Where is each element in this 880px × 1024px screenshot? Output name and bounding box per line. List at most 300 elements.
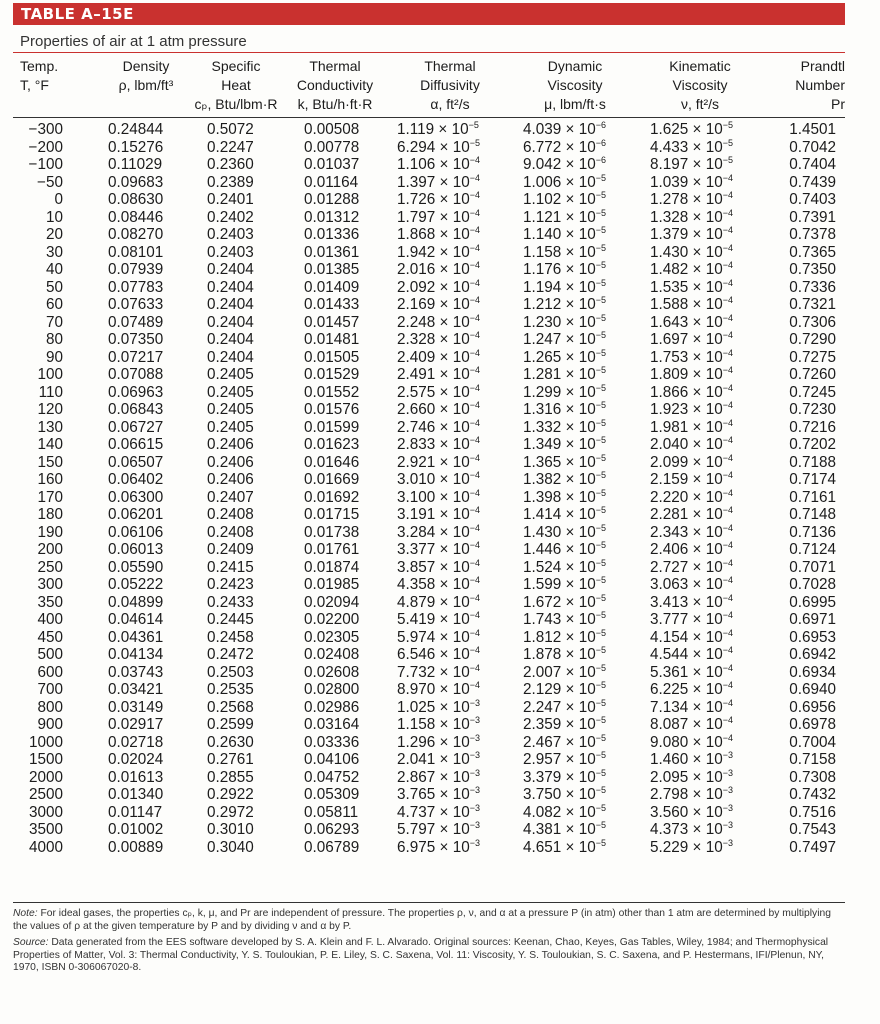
dynamic-viscosity-cell: $2.007 \times 10^{-5}$	[523, 662, 606, 681]
header-specific-heat: Specific Heat cₚ, Btu/lbm·R	[194, 58, 278, 112]
specific-heat-cell: 0.2404	[207, 261, 254, 278]
note-label: Note:	[13, 908, 38, 919]
dynamic-viscosity-cell: $4.082 \times 10^{-5}$	[523, 802, 606, 821]
prandtl-cell: 0.7404	[789, 156, 836, 173]
prandtl-cell: 0.7516	[789, 803, 836, 821]
dynamic-viscosity-cell: $1.878 \times 10^{-5}$	[523, 645, 606, 663]
column-kinematic-viscosity	[650, 121, 733, 856]
kinematic-viscosity-cell: $3.413 \times 10^{-4}$	[650, 592, 733, 611]
prandtl-cell: 0.7161	[789, 488, 836, 506]
conductivity-cell: 0.01409	[304, 278, 360, 296]
diffusivity-cell: $1.726 \times 10^{-4}$	[397, 190, 480, 208]
specific-heat-cell: 0.2761	[207, 751, 254, 768]
dynamic-viscosity-cell: $2.467 \times 10^{-5}$	[523, 732, 606, 751]
diffusivity-cell: $3.857 \times 10^{-4}$	[397, 557, 480, 576]
prandtl-cell: 0.6942	[789, 646, 836, 663]
conductivity-cell: 0.02800	[304, 681, 360, 698]
dynamic-viscosity-cell: $1.332 \times 10^{-5}$	[523, 417, 606, 436]
specific-heat-cell: 0.2403	[207, 243, 254, 261]
specific-heat-cell: 0.2599	[207, 716, 254, 733]
conductivity-cell: 0.03336	[304, 733, 360, 751]
specific-heat-cell: 0.2360	[207, 156, 254, 173]
prandtl-cell: 0.7202	[789, 436, 836, 453]
temp-cell: 250	[37, 558, 63, 576]
diffusivity-cell: $5.974 \times 10^{-4}$	[397, 627, 480, 646]
prandtl-cell: 0.7543	[789, 821, 836, 838]
density-cell: 0.03421	[108, 681, 164, 698]
header-density: Density ρ, lbm/ft³	[118, 58, 174, 93]
prandtl-cell: 0.7071	[789, 558, 836, 576]
specific-heat-cell: 0.3010	[207, 821, 254, 838]
diffusivity-cell: $1.942 \times 10^{-4}$	[397, 242, 480, 261]
prandtl-cell: 0.7391	[789, 208, 836, 226]
note-paragraph	[13, 908, 845, 933]
kinematic-viscosity-cell: $1.697 \times 10^{-4}$	[650, 330, 733, 348]
dynamic-viscosity-cell: $6.772 \times 10^{-6}$	[523, 137, 606, 156]
temp-cell: 50	[45, 278, 63, 296]
temp-cell: 1500	[28, 751, 63, 768]
diffusivity-cell: $5.797 \times 10^{-3}$	[397, 820, 480, 838]
column-prandtl	[770, 121, 836, 856]
specific-heat-cell: 0.2406	[207, 436, 254, 453]
dynamic-viscosity-cell: $1.743 \times 10^{-5}$	[523, 610, 606, 628]
temp-cell: 2500	[28, 786, 63, 803]
temp-cell: 80	[45, 331, 63, 348]
density-cell: 0.01340	[108, 786, 164, 803]
prandtl-cell: 0.7306	[789, 313, 836, 331]
dynamic-viscosity-cell: $1.121 \times 10^{-5}$	[523, 207, 606, 226]
conductivity-cell: 0.01874	[304, 558, 360, 576]
density-cell: 0.03743	[108, 663, 164, 681]
conductivity-cell: 0.06293	[304, 821, 360, 838]
density-cell: 0.07489	[108, 313, 164, 331]
dynamic-viscosity-cell: $4.039 \times 10^{-6}$	[523, 120, 606, 138]
specific-heat-cell: 0.2403	[207, 226, 254, 243]
temp-cell: 0	[54, 191, 63, 208]
kinematic-viscosity-cell: $2.798 \times 10^{-3}$	[650, 785, 733, 803]
conductivity-cell: 0.02094	[304, 593, 360, 611]
specific-heat-cell: 0.2405	[207, 383, 254, 401]
prandtl-cell: 0.6978	[789, 716, 836, 733]
column-thermal-diffusivity	[397, 121, 480, 856]
diffusivity-cell: $1.025 \times 10^{-3}$	[397, 697, 480, 716]
density-cell: 0.04134	[108, 646, 164, 663]
kinematic-viscosity-cell: $8.087 \times 10^{-4}$	[650, 715, 733, 733]
dynamic-viscosity-cell: $1.006 \times 10^{-5}$	[523, 172, 606, 191]
density-cell: 0.06843	[108, 401, 164, 418]
dynamic-viscosity-cell: $1.382 \times 10^{-5}$	[523, 470, 606, 488]
conductivity-cell: 0.01361	[304, 243, 360, 261]
specific-heat-cell: 0.2404	[207, 278, 254, 296]
kinematic-viscosity-cell: $3.560 \times 10^{-3}$	[650, 802, 733, 821]
density-cell: 0.06727	[108, 418, 164, 436]
specific-heat-cell: 0.2402	[207, 208, 254, 226]
diffusivity-cell: $3.284 \times 10^{-4}$	[397, 522, 480, 541]
prandtl-cell: 0.7275	[789, 348, 836, 366]
diffusivity-cell: $2.746 \times 10^{-4}$	[397, 417, 480, 436]
density-cell: 0.09683	[108, 173, 164, 191]
prandtl-cell: 0.7136	[789, 523, 836, 541]
prandtl-cell: 0.7365	[789, 243, 836, 261]
temp-cell: 3000	[28, 803, 63, 821]
density-cell: 0.06201	[108, 506, 164, 523]
kinematic-viscosity-cell: $1.588 \times 10^{-4}$	[650, 295, 733, 313]
diffusivity-cell: $1.397 \times 10^{-4}$	[397, 172, 480, 191]
density-cell: 0.02024	[108, 751, 164, 768]
source-paragraph	[13, 937, 845, 975]
temp-cell: 190	[37, 523, 63, 541]
density-cell: 0.01613	[108, 768, 164, 786]
specific-heat-cell: 0.2404	[207, 296, 254, 313]
temp-cell: 300	[37, 576, 63, 593]
conductivity-cell: 0.02408	[304, 646, 360, 663]
diffusivity-cell: $3.191 \times 10^{-4}$	[397, 505, 480, 523]
prandtl-cell: 0.6953	[789, 628, 836, 646]
kinematic-viscosity-cell: $1.379 \times 10^{-4}$	[650, 225, 733, 243]
diffusivity-cell: $6.294 \times 10^{-5}$	[397, 137, 480, 156]
diffusivity-cell: $6.546 \times 10^{-4}$	[397, 645, 480, 663]
temp-cell: 350	[37, 593, 63, 611]
dynamic-viscosity-cell: $1.398 \times 10^{-5}$	[523, 487, 606, 506]
diffusivity-cell: $2.491 \times 10^{-4}$	[397, 365, 480, 383]
conductivity-cell: 0.01715	[304, 506, 360, 523]
column-temperature	[13, 121, 63, 856]
temp-cell: 3500	[28, 821, 63, 838]
prandtl-cell: 0.7124	[789, 541, 836, 558]
prandtl-cell: 0.7336	[789, 278, 836, 296]
temp-cell: 70	[45, 313, 63, 331]
column-density	[108, 121, 163, 856]
kinematic-viscosity-cell: $2.159 \times 10^{-4}$	[650, 470, 733, 488]
prandtl-cell: 0.6971	[789, 611, 836, 628]
density-cell: 0.07783	[108, 278, 164, 296]
prandtl-cell: 0.7230	[789, 401, 836, 418]
kinematic-viscosity-cell: $1.482 \times 10^{-4}$	[650, 260, 733, 278]
table-title: TABLE A–15E	[21, 5, 134, 23]
kinematic-viscosity-cell: $7.134 \times 10^{-4}$	[650, 697, 733, 716]
temp-cell: 400	[37, 611, 63, 628]
prandtl-cell: 0.7378	[789, 226, 836, 243]
density-cell: 0.05222	[108, 576, 164, 593]
kinematic-viscosity-cell: $3.063 \times 10^{-4}$	[650, 575, 733, 593]
dynamic-viscosity-cell: $1.281 \times 10^{-5}$	[523, 365, 606, 383]
density-cell: 0.07217	[108, 348, 164, 366]
specific-heat-cell: 0.2406	[207, 471, 254, 488]
diffusivity-cell: $5.419 \times 10^{-4}$	[397, 610, 480, 628]
prandtl-cell: 0.6940	[789, 681, 836, 698]
table-title-bar	[13, 3, 845, 25]
kinematic-viscosity-cell: $2.095 \times 10^{-3}$	[650, 767, 733, 786]
header-temp: Temp. T, °F	[20, 58, 59, 93]
density-cell: 0.07350	[108, 331, 164, 348]
temp-cell: −200	[28, 138, 63, 156]
temp-cell: 60	[45, 296, 63, 313]
conductivity-cell: 0.01385	[304, 261, 360, 278]
diffusivity-cell: $6.975 \times 10^{-3}$	[397, 837, 480, 856]
temp-cell: 700	[37, 681, 63, 698]
prandtl-cell: 0.6956	[789, 698, 836, 716]
temp-cell: 30	[45, 243, 63, 261]
kinematic-viscosity-cell: $4.544 \times 10^{-4}$	[650, 645, 733, 663]
density-cell: 0.00889	[108, 838, 164, 856]
conductivity-cell: 0.01738	[304, 523, 360, 541]
conductivity-cell: 0.01288	[304, 191, 360, 208]
specific-heat-cell: 0.2408	[207, 523, 254, 541]
header-dynamic-viscosity: Dynamic Viscosity μ, lbm/ft·s	[544, 58, 606, 112]
dynamic-viscosity-cell: $1.812 \times 10^{-5}$	[523, 627, 606, 646]
dynamic-viscosity-cell: $1.414 \times 10^{-5}$	[523, 505, 606, 523]
specific-heat-cell: 0.2433	[207, 593, 254, 611]
dynamic-viscosity-cell: $1.672 \times 10^{-5}$	[523, 592, 606, 611]
conductivity-cell: 0.01037	[304, 156, 360, 173]
density-cell: 0.24844	[108, 121, 164, 138]
diffusivity-cell: $2.092 \times 10^{-4}$	[397, 277, 480, 296]
conductivity-cell: 0.01481	[304, 331, 360, 348]
specific-heat-cell: 0.2404	[207, 331, 254, 348]
diffusivity-cell: $1.119 \times 10^{-5}$	[397, 120, 479, 138]
kinematic-viscosity-cell: $1.535 \times 10^{-4}$	[650, 277, 733, 296]
kinematic-viscosity-cell: $4.373 \times 10^{-3}$	[650, 820, 733, 838]
kinematic-viscosity-cell: $1.866 \times 10^{-4}$	[650, 382, 733, 401]
dynamic-viscosity-cell: $3.750 \times 10^{-5}$	[523, 785, 606, 803]
specific-heat-cell: 0.2405	[207, 366, 254, 383]
density-cell: 0.08630	[108, 191, 164, 208]
conductivity-cell: 0.02608	[304, 663, 360, 681]
conductivity-cell: 0.01336	[304, 226, 360, 243]
specific-heat-cell: 0.2405	[207, 418, 254, 436]
dynamic-viscosity-cell: $4.651 \times 10^{-5}$	[523, 837, 606, 856]
dynamic-viscosity-cell: $1.102 \times 10^{-5}$	[523, 190, 606, 208]
subtitle-divider	[13, 52, 845, 53]
kinematic-viscosity-cell: $1.278 \times 10^{-4}$	[650, 190, 733, 208]
density-cell: 0.15276	[108, 138, 164, 156]
specific-heat-cell: 0.2404	[207, 348, 254, 366]
conductivity-cell: 0.01623	[304, 436, 360, 453]
temp-cell: 160	[37, 471, 63, 488]
temp-cell: −300	[28, 121, 63, 138]
conductivity-cell: 0.01669	[304, 471, 360, 488]
density-cell: 0.04899	[108, 593, 164, 611]
dynamic-viscosity-cell: $1.158 \times 10^{-5}$	[523, 242, 606, 261]
temp-cell: 200	[37, 541, 63, 558]
dynamic-viscosity-cell: $2.359 \times 10^{-5}$	[523, 715, 606, 733]
conductivity-cell: 0.05811	[304, 803, 359, 821]
specific-heat-cell: 0.2401	[207, 191, 254, 208]
temp-cell: 2000	[28, 768, 63, 786]
diffusivity-cell: $2.409 \times 10^{-4}$	[397, 347, 480, 366]
specific-heat-cell: 0.2922	[207, 786, 254, 803]
header-kinematic-viscosity: Kinematic Viscosity ν, ft²/s	[669, 58, 731, 112]
conductivity-cell: 0.01599	[304, 418, 360, 436]
diffusivity-cell: $1.797 \times 10^{-4}$	[397, 207, 480, 226]
density-cell: 0.06615	[108, 436, 164, 453]
conductivity-cell: 0.01433	[304, 296, 360, 313]
prandtl-cell: 0.6934	[789, 663, 836, 681]
diffusivity-cell: $2.867 \times 10^{-3}$	[397, 767, 480, 786]
density-cell: 0.05590	[108, 558, 164, 576]
diffusivity-cell: $2.041 \times 10^{-3}$	[397, 750, 480, 768]
conductivity-cell: 0.05309	[304, 786, 360, 803]
conductivity-cell: 0.01761	[304, 541, 360, 558]
prandtl-cell: 0.7432	[789, 786, 836, 803]
table-notes	[13, 908, 845, 979]
prandtl-cell: 0.7439	[789, 173, 836, 191]
density-cell: 0.07633	[108, 296, 164, 313]
prandtl-cell: 0.7028	[789, 576, 836, 593]
specific-heat-cell: 0.2568	[207, 698, 254, 716]
prandtl-cell: 0.7148	[789, 506, 836, 523]
density-cell: 0.06300	[108, 488, 164, 506]
kinematic-viscosity-cell: $1.809 \times 10^{-4}$	[650, 365, 733, 383]
column-dynamic-viscosity	[523, 121, 606, 856]
temp-cell: 10	[45, 208, 63, 226]
specific-heat-cell: 0.2472	[207, 646, 254, 663]
diffusivity-cell: $7.732 \times 10^{-4}$	[397, 662, 480, 681]
kinematic-viscosity-cell: $5.229 \times 10^{-3}$	[650, 837, 733, 856]
diffusivity-cell: $3.010 \times 10^{-4}$	[397, 470, 480, 488]
temp-cell: 900	[37, 716, 63, 733]
prandtl-cell: 0.6995	[789, 593, 836, 611]
specific-heat-cell: 0.2535	[207, 681, 254, 698]
conductivity-cell: 0.01552	[304, 383, 360, 401]
specific-heat-cell: 0.2408	[207, 506, 254, 523]
diffusivity-cell: $1.106 \times 10^{-4}$	[397, 155, 480, 173]
dynamic-viscosity-cell: $1.265 \times 10^{-5}$	[523, 347, 606, 366]
dynamic-viscosity-cell: $2.247 \times 10^{-5}$	[523, 697, 606, 716]
conductivity-cell: 0.02986	[304, 698, 360, 716]
conductivity-cell: 0.01164	[304, 173, 359, 191]
diffusivity-cell: $1.868 \times 10^{-4}$	[397, 225, 480, 243]
density-cell: 0.04614	[108, 611, 164, 628]
conductivity-cell: 0.02305	[304, 628, 360, 646]
prandtl-cell: 0.7308	[789, 768, 836, 786]
diffusivity-cell: $2.575 \times 10^{-4}$	[397, 382, 480, 401]
conductivity-cell: 0.04752	[304, 768, 360, 786]
prandtl-cell: 0.7403	[789, 191, 836, 208]
dynamic-viscosity-cell: $1.524 \times 10^{-5}$	[523, 557, 606, 576]
source-text: Data generated from the EES software developed by S. A. Klein and F. L. Alvarado. Original sources: Keenan, Chao, Keyes, Gas Tables, Wiley, 1984; and Thermophysical Properties of Matter, Vol. 3: Thermal Conductivity, Y. S. Touloukian, P. E. Liley, S. C. Saxena, Vol. 11: Viscosity, Y. S. Touloukian, S. C. Saxena, and P. Hestermans, IFI/Plenun, NY, 1970, ISBN 0-306067020-8.	[13, 937, 829, 974]
temp-cell: 40	[45, 261, 63, 278]
density-cell: 0.08446	[108, 208, 164, 226]
prandtl-cell: 0.7290	[789, 331, 836, 348]
specific-heat-cell: 0.2389	[207, 173, 254, 191]
temp-cell: 90	[45, 348, 63, 366]
conductivity-cell: 0.01576	[304, 401, 360, 418]
header-prandtl: Prandtl Number Pr	[795, 58, 845, 112]
kinematic-viscosity-cell: $3.777 \times 10^{-4}$	[650, 610, 733, 628]
temp-cell: 130	[37, 418, 63, 436]
column-thermal-conductivity	[304, 121, 359, 856]
conductivity-cell: 0.01312	[304, 208, 360, 226]
temp-cell: 20	[45, 226, 63, 243]
dynamic-viscosity-cell: $1.599 \times 10^{-5}$	[523, 575, 606, 593]
kinematic-viscosity-cell: $4.154 \times 10^{-4}$	[650, 627, 733, 646]
diffusivity-cell: $2.833 \times 10^{-4}$	[397, 435, 480, 453]
specific-heat-cell: 0.2247	[207, 138, 254, 156]
temp-cell: 500	[37, 646, 63, 663]
conductivity-cell: 0.06789	[304, 838, 360, 856]
header-thermal-diffusivity: Thermal Diffusivity α, ft²/s	[420, 58, 480, 112]
density-cell: 0.04361	[108, 628, 164, 646]
density-cell: 0.06963	[108, 383, 164, 401]
specific-heat-cell: 0.2409	[207, 541, 254, 558]
dynamic-viscosity-cell: $2.129 \times 10^{-5}$	[523, 680, 606, 698]
prandtl-cell: 0.7321	[789, 296, 836, 313]
kinematic-viscosity-cell: $2.099 \times 10^{-4}$	[650, 452, 733, 471]
dynamic-viscosity-cell: $1.230 \times 10^{-5}$	[523, 312, 606, 331]
header-divider	[13, 117, 845, 118]
diffusivity-cell: $2.169 \times 10^{-4}$	[397, 295, 480, 313]
dynamic-viscosity-cell: $1.140 \times 10^{-5}$	[523, 225, 606, 243]
conductivity-cell: 0.02200	[304, 611, 360, 628]
specific-heat-cell: 0.2406	[207, 453, 254, 471]
density-cell: 0.11029	[108, 156, 163, 173]
diffusivity-cell: $3.377 \times 10^{-4}$	[397, 540, 480, 558]
dynamic-viscosity-cell: $1.212 \times 10^{-5}$	[523, 295, 606, 313]
dynamic-viscosity-cell: $1.316 \times 10^{-5}$	[523, 400, 606, 418]
specific-heat-cell: 0.2630	[207, 733, 254, 751]
kinematic-viscosity-cell: $2.343 \times 10^{-4}$	[650, 522, 733, 541]
diffusivity-cell: $1.158 \times 10^{-3}$	[397, 715, 480, 733]
prandtl-cell: 0.7260	[789, 366, 836, 383]
dynamic-viscosity-cell: $1.430 \times 10^{-5}$	[523, 522, 606, 541]
temp-cell: 600	[37, 663, 63, 681]
kinematic-viscosity-cell: $1.430 \times 10^{-4}$	[650, 242, 733, 261]
temp-cell: 140	[37, 436, 63, 453]
temp-cell: 100	[37, 366, 63, 383]
conductivity-cell: 0.00778	[304, 138, 360, 156]
prandtl-cell: 0.7004	[789, 733, 836, 751]
dynamic-viscosity-cell: $9.042 \times 10^{-6}$	[523, 155, 606, 173]
temp-cell: 1000	[28, 733, 63, 751]
diffusivity-cell: $4.737 \times 10^{-3}$	[397, 802, 480, 821]
specific-heat-cell: 0.2458	[207, 628, 254, 646]
density-cell: 0.01002	[108, 821, 164, 838]
conductivity-cell: 0.01646	[304, 453, 360, 471]
dynamic-viscosity-cell: $1.176 \times 10^{-5}$	[523, 260, 606, 278]
diffusivity-cell: $3.100 \times 10^{-4}$	[397, 487, 480, 506]
kinematic-viscosity-cell: $2.040 \times 10^{-4}$	[650, 435, 733, 453]
kinematic-viscosity-cell: $1.328 \times 10^{-4}$	[650, 207, 733, 226]
kinematic-viscosity-cell: $9.080 \times 10^{-4}$	[650, 732, 733, 751]
specific-heat-cell: 0.3040	[207, 838, 254, 856]
specific-heat-cell: 0.2405	[207, 401, 254, 418]
density-cell: 0.03149	[108, 698, 164, 716]
prandtl-cell: 0.7042	[789, 138, 836, 156]
density-cell: 0.06106	[108, 523, 164, 541]
specific-heat-cell: 0.2404	[207, 313, 254, 331]
dynamic-viscosity-cell: $1.299 \times 10^{-5}$	[523, 382, 606, 401]
temp-cell: −100	[28, 156, 63, 173]
diffusivity-cell: $2.921 \times 10^{-4}$	[397, 452, 480, 471]
temp-cell: 450	[37, 628, 63, 646]
kinematic-viscosity-cell: $6.225 \times 10^{-4}$	[650, 680, 733, 698]
kinematic-viscosity-cell: $1.753 \times 10^{-4}$	[650, 347, 733, 366]
conductivity-cell: 0.04106	[304, 751, 360, 768]
kinematic-viscosity-cell: $1.643 \times 10^{-4}$	[650, 312, 733, 331]
density-cell: 0.07088	[108, 366, 164, 383]
density-cell: 0.08270	[108, 226, 164, 243]
kinematic-viscosity-cell: $1.981 \times 10^{-4}$	[650, 417, 733, 436]
density-cell: 0.02718	[108, 733, 164, 751]
conductivity-cell: 0.01985	[304, 576, 360, 593]
dynamic-viscosity-cell: $4.381 \times 10^{-5}$	[523, 820, 606, 838]
density-cell: 0.02917	[108, 716, 164, 733]
dynamic-viscosity-cell: $1.349 \times 10^{-5}$	[523, 435, 606, 453]
density-cell: 0.01147	[108, 803, 163, 821]
kinematic-viscosity-cell: $2.220 \times 10^{-4}$	[650, 487, 733, 506]
prandtl-cell: 0.7245	[789, 383, 836, 401]
